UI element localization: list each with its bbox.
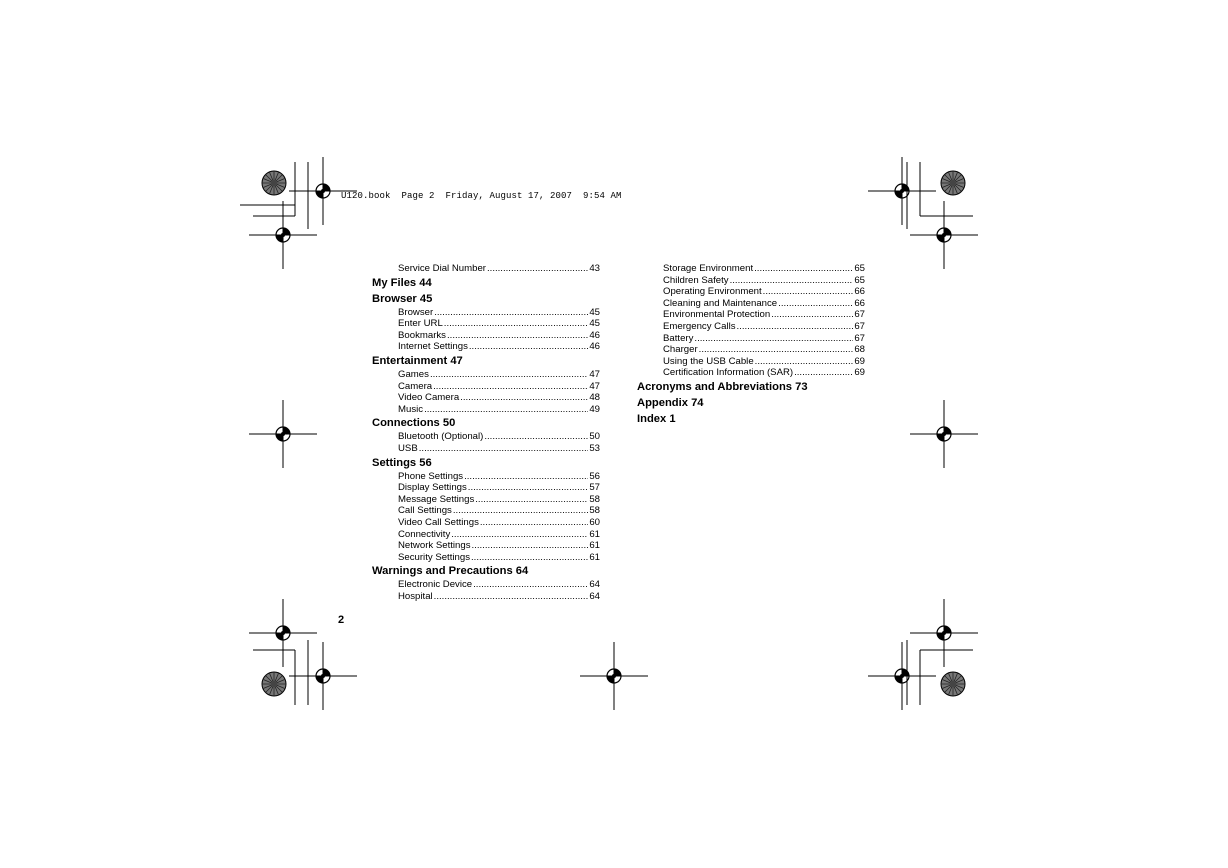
dot-leader	[730, 275, 854, 287]
dot-leader	[434, 307, 588, 319]
toc-entry	[372, 494, 600, 506]
toc-entry-page: 69	[854, 367, 865, 379]
toc-entry	[372, 505, 600, 517]
toc-entry-title: Security Settings	[398, 551, 470, 563]
toc-entry-page: 67	[854, 309, 865, 321]
toc-entry-title: Bluetooth (Optional)	[398, 431, 484, 443]
dot-leader	[475, 494, 588, 506]
toc-entry-page: 45	[589, 318, 600, 330]
toc-entry	[372, 404, 600, 416]
page-number: 2	[338, 614, 345, 626]
toc-entry-page: 61	[589, 540, 600, 552]
toc-section-heading: Settings 56	[372, 456, 432, 469]
toc-entry-title: Battery	[663, 332, 694, 344]
crop-mark-icon	[907, 640, 973, 705]
toc-entry-page: 58	[589, 505, 600, 517]
toc-entry	[637, 275, 865, 287]
toc-entry	[637, 356, 865, 368]
toc-entry	[372, 517, 600, 529]
dot-leader	[444, 318, 589, 330]
toc-entry-title: Storage Environment	[663, 263, 754, 274]
dot-leader	[694, 333, 853, 345]
crop-mark-icon	[907, 162, 973, 229]
dot-leader	[460, 392, 588, 404]
toc-entry-page: 58	[589, 493, 600, 505]
dot-leader	[754, 263, 853, 275]
dot-leader	[419, 443, 589, 455]
toc-entry	[372, 381, 600, 393]
toc-entry-title: Electronic Device	[398, 579, 473, 591]
toc-entry-page: 47	[589, 368, 600, 380]
toc-entry-title: Message Settings	[398, 493, 475, 505]
toc-entry	[372, 392, 600, 404]
registration-target-icon	[910, 400, 978, 468]
toc-entry-title: Connectivity	[398, 528, 451, 540]
toc-entry-title: Phone Settings	[398, 470, 464, 482]
toc-entry-page: 67	[854, 332, 865, 344]
toc-entry-page: 65	[854, 263, 865, 274]
toc-section-heading: Entertainment 47	[372, 354, 463, 367]
toc-entry-page: 61	[589, 551, 600, 563]
toc-entry-page: 57	[589, 482, 600, 494]
toc-entry-title: Video Call Settings	[398, 516, 479, 528]
dot-leader	[424, 404, 588, 416]
toc-entry-title: Camera	[398, 380, 433, 392]
toc-entry-page: 47	[589, 380, 600, 392]
registration-target-icon	[249, 400, 317, 468]
dot-leader	[771, 309, 853, 321]
toc-entry	[372, 443, 600, 455]
toc-entry	[637, 367, 865, 379]
toc-entry-page: 67	[854, 320, 865, 332]
toc-entry	[372, 471, 600, 483]
toc-entry	[637, 298, 865, 310]
toc-entry-title: Operating Environment	[663, 286, 762, 298]
dot-leader	[434, 591, 589, 603]
dot-leader	[433, 381, 588, 393]
registration-target-icon	[868, 157, 936, 225]
toc-entry-page: 48	[589, 392, 600, 404]
toc-entry-title: Call Settings	[398, 505, 452, 517]
color-wheel-icon	[262, 672, 286, 696]
toc-entry-page: 64	[589, 579, 600, 591]
color-wheel-icon	[262, 171, 286, 195]
toc-entry	[372, 529, 600, 541]
toc-entry-title: Music	[398, 403, 424, 415]
toc-entry-title: Cleaning and Maintenance	[663, 297, 778, 309]
toc-entry-title: Network Settings	[398, 540, 471, 552]
toc-entry-page: 66	[854, 286, 865, 298]
toc-entry-title: Certification Information (SAR)	[663, 367, 794, 379]
toc-entry-page: 49	[589, 403, 600, 415]
crop-mark-icon	[253, 640, 308, 705]
toc-entry-page: 56	[589, 470, 600, 482]
toc-entry	[372, 263, 600, 275]
toc-entry-title: Environmental Protection	[663, 309, 771, 321]
toc-entry	[637, 321, 865, 333]
toc-entry-title: Games	[398, 368, 429, 380]
toc-entry	[372, 540, 600, 552]
toc-entry-title: Bookmarks	[398, 329, 446, 341]
dot-leader	[737, 321, 854, 333]
dot-leader	[430, 369, 588, 381]
dot-leader	[484, 431, 588, 443]
toc-entry	[372, 318, 600, 330]
toc-entry-title: Display Settings	[398, 482, 467, 494]
dot-leader	[778, 298, 853, 310]
dot-leader	[487, 263, 588, 275]
toc-entry-page: 64	[589, 590, 600, 602]
dot-leader	[469, 341, 588, 353]
toc-entry	[372, 330, 600, 342]
toc-entry-page: 43	[589, 263, 600, 274]
dot-leader	[451, 529, 588, 541]
toc-left-column	[372, 263, 600, 602]
toc-section-heading: Browser 45	[372, 292, 433, 305]
registration-target-icon	[249, 201, 317, 269]
registration-target-icon	[289, 642, 357, 710]
toc-entry-page: 61	[589, 528, 600, 540]
toc-entry	[372, 341, 600, 353]
toc-entry-page: 68	[854, 344, 865, 356]
toc-entry	[372, 579, 600, 591]
dot-leader	[468, 482, 589, 494]
toc-entry-title: USB	[398, 442, 418, 454]
toc-entry	[372, 307, 600, 319]
dot-leader	[473, 579, 588, 591]
dot-leader	[763, 286, 854, 298]
toc-entry	[372, 431, 600, 443]
toc-entry-page: 46	[589, 329, 600, 341]
toc-entry-page: 46	[589, 341, 600, 353]
registration-target-icon	[868, 642, 936, 710]
registration-target-icon	[580, 642, 648, 710]
print-header: U120.book Page 2 Friday, August 17, 2007 9:54 AM	[341, 191, 622, 201]
toc-entry-title: Using the USB Cable	[663, 355, 754, 367]
toc-section-heading: Connections 50	[372, 417, 456, 430]
toc-entry-title: Charger	[663, 344, 698, 356]
toc-entry	[372, 591, 600, 603]
toc-entry-title: Emergency Calls	[663, 320, 736, 332]
toc-entry	[637, 286, 865, 298]
dot-leader	[471, 552, 588, 564]
color-wheel-icon	[941, 171, 965, 195]
toc-entry-page: 66	[854, 297, 865, 309]
toc-entry-title: Enter URL	[398, 318, 443, 330]
dot-leader	[480, 517, 588, 529]
toc-entry-title: Browser	[398, 306, 434, 318]
toc-right-column	[637, 263, 865, 427]
toc-entry	[372, 482, 600, 494]
dot-leader	[755, 356, 854, 368]
toc-entry	[637, 309, 865, 321]
toc-section-heading: Appendix 74	[637, 396, 704, 409]
toc-entry-page: 69	[854, 355, 865, 367]
toc-entry-page: 50	[589, 431, 600, 443]
toc-entry-page: 45	[589, 306, 600, 318]
toc-entry	[637, 333, 865, 345]
toc-entry-title: Hospital	[398, 590, 433, 602]
dot-leader	[464, 471, 588, 483]
toc-entry	[637, 263, 865, 275]
registration-target-icon	[249, 599, 317, 667]
dot-leader	[699, 344, 854, 356]
toc-section-heading: My Files 44	[372, 276, 432, 289]
color-wheel-icon	[941, 672, 965, 696]
dot-leader	[447, 330, 588, 342]
toc-entry-title: Children Safety	[663, 274, 729, 286]
toc-entry	[372, 552, 600, 564]
toc-entry-title: Internet Settings	[398, 341, 468, 353]
toc-entry-title: Service Dial Number	[398, 263, 486, 274]
toc-entry-page: 53	[589, 442, 600, 454]
toc-entry-title: Video Camera	[398, 392, 460, 404]
toc-entry-page: 65	[854, 274, 865, 286]
toc-entry-page: 60	[589, 516, 600, 528]
toc-section-heading: Acronyms and Abbreviations 73	[637, 380, 808, 393]
toc-entry	[637, 344, 865, 356]
dot-leader	[453, 505, 588, 517]
toc-section-heading: Index 1	[637, 412, 676, 425]
dot-leader	[472, 540, 589, 552]
dot-leader	[794, 367, 853, 379]
toc-section-heading: Warnings and Precautions 64	[372, 565, 529, 578]
toc-entry	[372, 369, 600, 381]
